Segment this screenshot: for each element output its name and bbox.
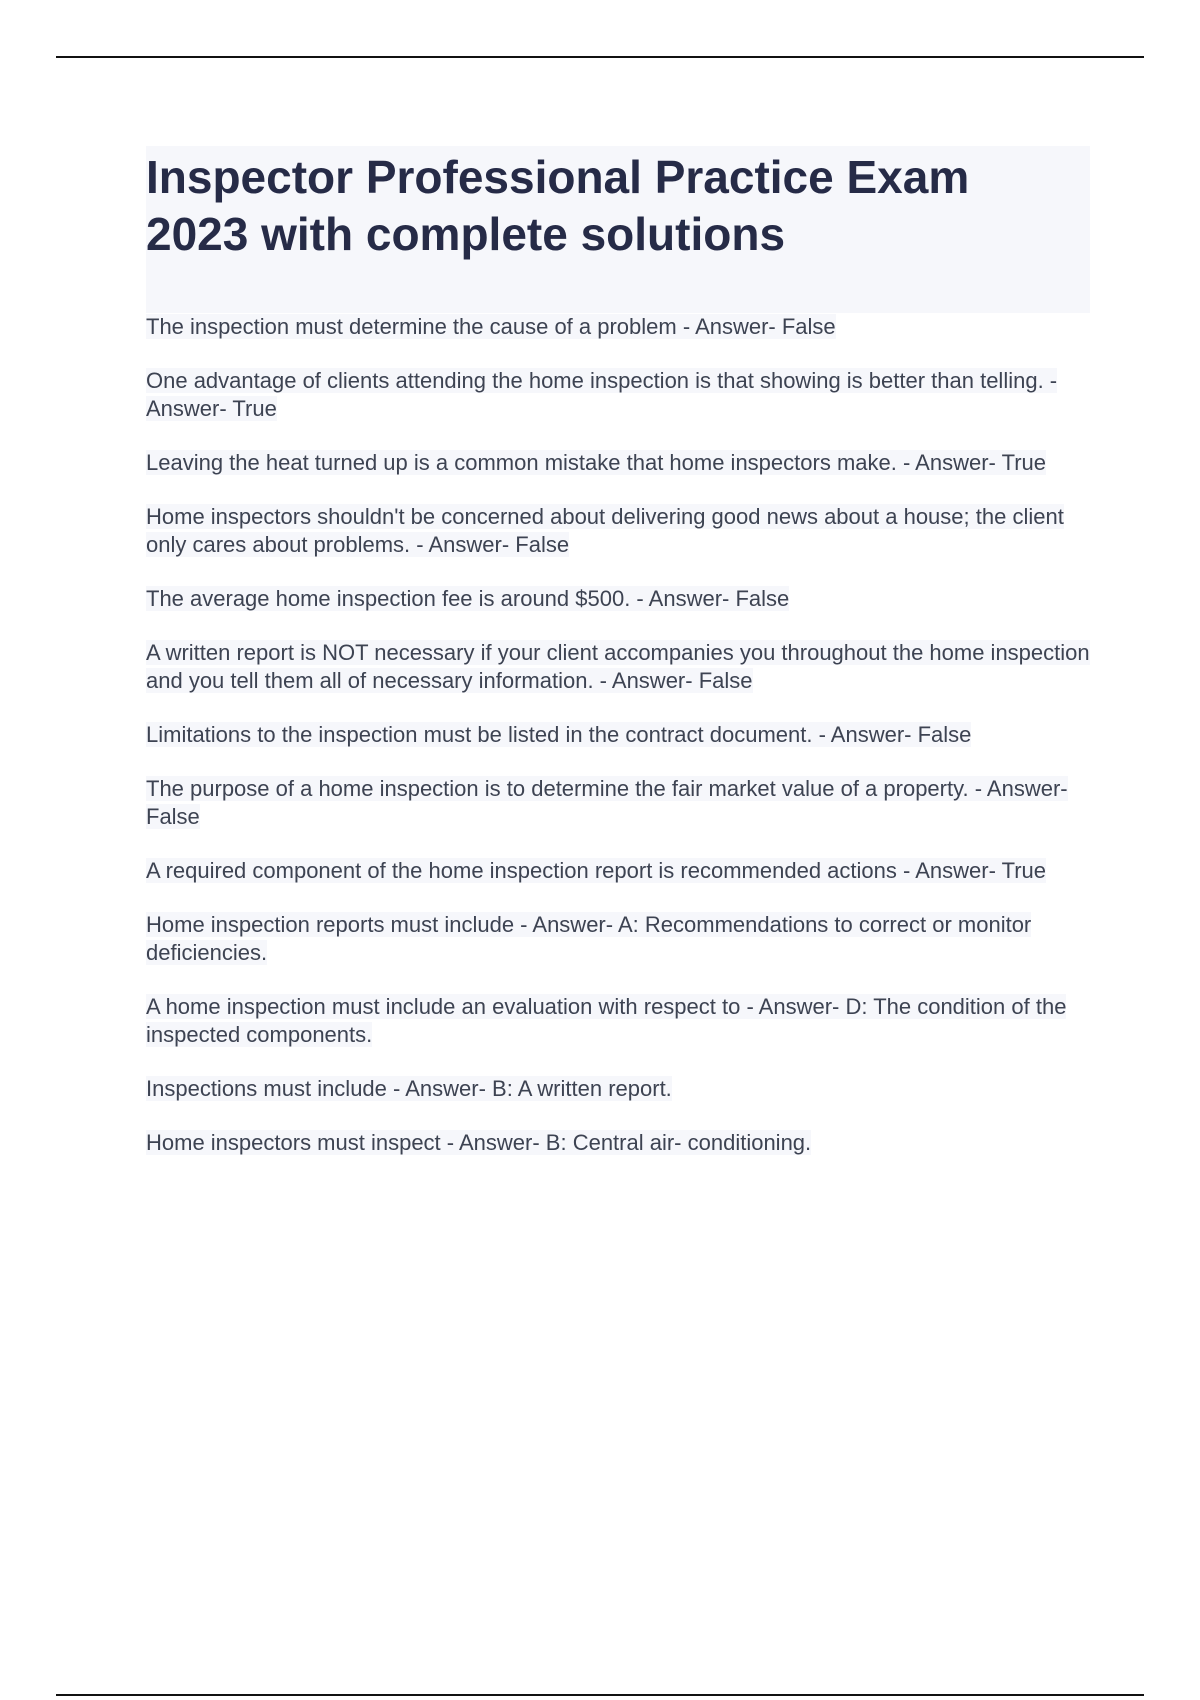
qa-item xyxy=(146,993,1090,1049)
top-rule xyxy=(56,56,1144,58)
qa-item xyxy=(146,721,1090,749)
qa-item xyxy=(146,639,1090,695)
qa-item xyxy=(146,313,1090,341)
page-content xyxy=(146,146,1090,1183)
qa-text: A home inspection must include an evaluation with respect to - Answer- D: The condition of the inspected components. xyxy=(146,994,1067,1047)
qa-text: A required component of the home inspection report is recommended actions - Answer- True xyxy=(146,858,1047,883)
page-title: Inspector Professional Practice Exam 2023 with complete solutions xyxy=(146,151,970,260)
qa-item xyxy=(146,503,1090,559)
qa-text: Limitations to the inspection must be listed in the contract document. - Answer- False xyxy=(146,722,972,747)
bottom-rule xyxy=(56,1694,1144,1696)
qa-item xyxy=(146,775,1090,831)
qa-text: Home inspection reports must include - Answer- A: Recommendations to correct or monitor deficiencies. xyxy=(146,912,1032,965)
qa-text: Home inspectors shouldn't be concerned about delivering good news about a house; the client only cares about problems. - Answer- False xyxy=(146,504,1064,557)
qa-text: The inspection must determine the cause of a problem - Answer- False xyxy=(146,314,836,339)
question-answer-list xyxy=(146,313,1090,1157)
qa-item xyxy=(146,367,1090,423)
qa-text: One advantage of clients attending the home inspection is that showing is better than telling. - Answer- True xyxy=(146,368,1058,421)
qa-text: Leaving the heat turned up is a common mistake that home inspectors make. - Answer- True xyxy=(146,450,1047,475)
qa-text: The average home inspection fee is around $500. - Answer- False xyxy=(146,586,790,611)
qa-text: Home inspectors must inspect - Answer- B: Central air- conditioning. xyxy=(146,1130,812,1155)
qa-item xyxy=(146,1075,1090,1103)
qa-item xyxy=(146,585,1090,613)
qa-text: The purpose of a home inspection is to determine the fair market value of a property. - Answer- False xyxy=(146,776,1068,829)
title-block xyxy=(146,146,1090,313)
qa-item xyxy=(146,1129,1090,1157)
qa-item xyxy=(146,449,1090,477)
qa-text: A written report is NOT necessary if your client accompanies you throughout the home inspection and you tell them all of necessary information. - Answer- False xyxy=(146,640,1090,693)
qa-text: Inspections must include - Answer- B: A written report. xyxy=(146,1076,672,1101)
qa-item xyxy=(146,857,1090,885)
qa-item xyxy=(146,911,1090,967)
